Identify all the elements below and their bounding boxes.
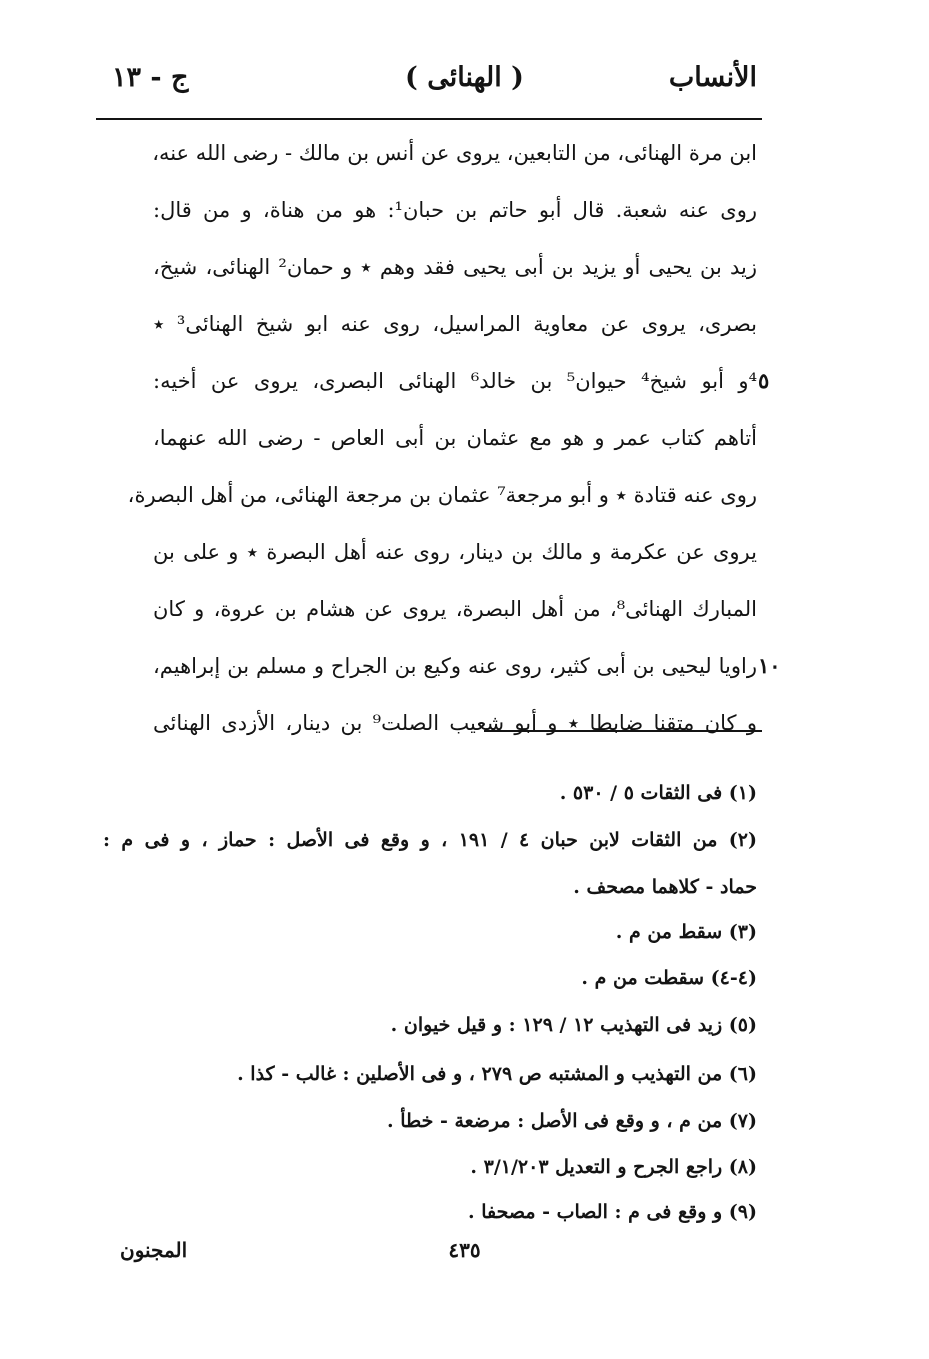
footnote-7: (٧) من م ، و وقع فى الأصل : مرضعة - خطأ . (386, 1110, 757, 1132)
header-rule (96, 118, 762, 120)
body-line-9: المبارك الهنائى⁸، من أهل البصرة، يروى عن هشام بن عروة، و كان (153, 597, 757, 621)
body-line-7: روى عنه قتادة ٭ و أبو مرجعة⁷ عثمان بن مرجعة الهنائى، من أهل البصرة، (127, 483, 757, 507)
body-line-11: و كان متقنا ضابطا ٭ و أبو شعيب الصلت⁹ بن دينار، الأزدى الهنائى (153, 711, 757, 735)
footnote-1: (١) فى الثقات ٥ / ٥٣٠ . (559, 782, 757, 804)
footnote-2: (٢) من الثقات لابن حبان ٤ / ١٩١ ، و وقع فى الأصل : حماز ، و فى م : (103, 829, 757, 851)
body-line-4: بصرى، يروى عن معاوية المراسيل، روى عنه ابو شيخ الهنائى³ ٭ (153, 312, 757, 336)
running-header-volume: ج - ١٣ (112, 62, 189, 93)
running-header-title: الأنساب (668, 62, 757, 93)
body-line-3: زيد بن يحيى أو يزيد بن أبى يحيى فقد وهم ٭ و حمان² الهنائى، شيخ، (153, 255, 757, 279)
running-header-section: ( الهنائى ) (405, 62, 524, 93)
footnote-5: (٥) زيد فى التهذيب ١٢ / ١٢٩ : و قيل خيوان . (390, 1014, 757, 1036)
printer-signature: المجنون (120, 1238, 188, 1262)
line-number-10: ١٠ (758, 653, 781, 678)
footnote-6: (٦) من التهذيب و المشتبه ص ٢٧٩ ، و فى الأصلين : غالب - كذا . (237, 1063, 757, 1085)
body-line-8: يروى عن عكرمة و مالك بن دينار، روى عنه أهل البصرة ٭ و على بن (153, 540, 757, 564)
body-line-5: ⁴و أبو شيخ⁴ حيوان⁵ بن خالد⁶ الهنائى البصرى، يروى عن أخيه: (153, 369, 757, 393)
footnote-4: (٤-٤) سقطت من م . (581, 967, 757, 989)
line-number-5: ٥ (758, 368, 770, 393)
footnote-rule (484, 730, 762, 732)
page-number: ٤٣٥ (448, 1238, 481, 1262)
body-line-10: راويا ليحيى بن أبى كثير، روى عنه وكيع بن الجراح و مسلم بن إبراهيم، (153, 654, 757, 678)
footnote-3: (٣) سقط من م . (615, 921, 757, 943)
body-line-2: روى عنه شعبة. قال أبو حاتم بن حبان¹: هو من هناة، و من قال: (153, 198, 757, 222)
body-line-1: ابن مرة الهنائى، من التابعين، يروى عن أنس بن مالك - رضى الله عنه، (152, 141, 757, 165)
footnote-2-continued: حماد - كلاهما مصحف . (573, 876, 757, 898)
body-line-6: أتاهم كتاب عمر و هو مع عثمان بن أبى العاص - رضى الله عنهما، (153, 426, 757, 450)
footnote-9: (٩) و وقع فى م : الصاب - مصحفا . (467, 1201, 757, 1223)
footnote-8: (٨) راجع الجرح و التعديل ٣/١/٢٠٣ . (470, 1156, 757, 1178)
